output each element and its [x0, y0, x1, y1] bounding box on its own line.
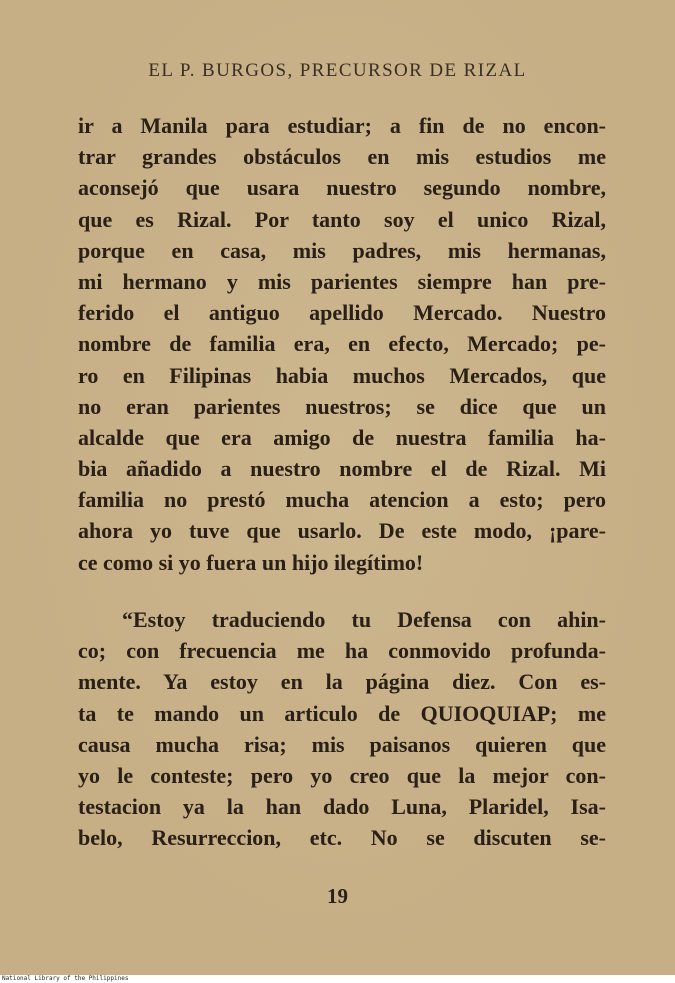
text-line: mente. Ya estoy en la página diez. Con es-: [78, 669, 606, 695]
text-line: ahora yo tuve que usarlo. De este modo, ¡pare-: [78, 518, 606, 544]
text-line: ro en Filipinas habia muchos Mercados, que: [78, 362, 606, 388]
text-line: causa mucha risa; mis paisanos quieren que: [78, 731, 606, 757]
text-line: porque en casa, mis padres, mis hermanas,: [78, 237, 606, 263]
text-line: aconsejó que usara nuestro segundo nombre,: [78, 175, 606, 201]
text-line: que es Rizal. Por tanto soy el unico Rizal,: [78, 206, 606, 232]
text-line: ferido el antiguo apellido Mercado. Nuestro: [78, 300, 606, 326]
text-line: ta te mando un articulo de QUIOQUIAP; me: [78, 700, 606, 726]
running-head: EL P. BURGOS, PRECURSOR DE RIZAL: [148, 60, 527, 81]
text-line: belo, Resurreccion, etc. No se discuten se-: [78, 825, 606, 851]
text-line: alcalde que era amigo de nuestra familia ha-: [78, 424, 606, 450]
text-line: bia añadido a nuestro nombre el de Rizal. Mi: [78, 456, 606, 482]
footer-credit: National Library of the Philippines: [2, 975, 129, 982]
paragraph-2: [78, 604, 606, 854]
text-line: no eran parientes nuestros; se dice que un: [78, 393, 606, 419]
paragraph-1: [78, 110, 606, 578]
text-line: testacion ya la han dado Luna, Plaridel, Isa-: [78, 794, 606, 820]
text-line: co; con frecuencia me ha conmovido profunda-: [78, 638, 606, 664]
text-line: ir a Manila para estudiar; a fin de no encon-: [78, 113, 606, 138]
text-line: nombre de familia era, en efecto, Mercado; pe-: [78, 331, 606, 357]
text-line: mi hermano y mis parientes siempre han pre-: [78, 268, 606, 294]
text-line: ce como si yo fuera un hijo ilegítimo!: [78, 549, 424, 575]
text-line: trar grandes obstáculos en mis estudios me: [78, 144, 606, 170]
text-line: yo le conteste; pero yo creo que la mejor con-: [78, 762, 606, 788]
text-line: “Estoy traduciendo tu Defensa con ahin-: [122, 607, 606, 632]
text-line: familia no prestó mucha atencion a esto; pero: [78, 487, 606, 513]
page-number: 19: [327, 884, 348, 908]
